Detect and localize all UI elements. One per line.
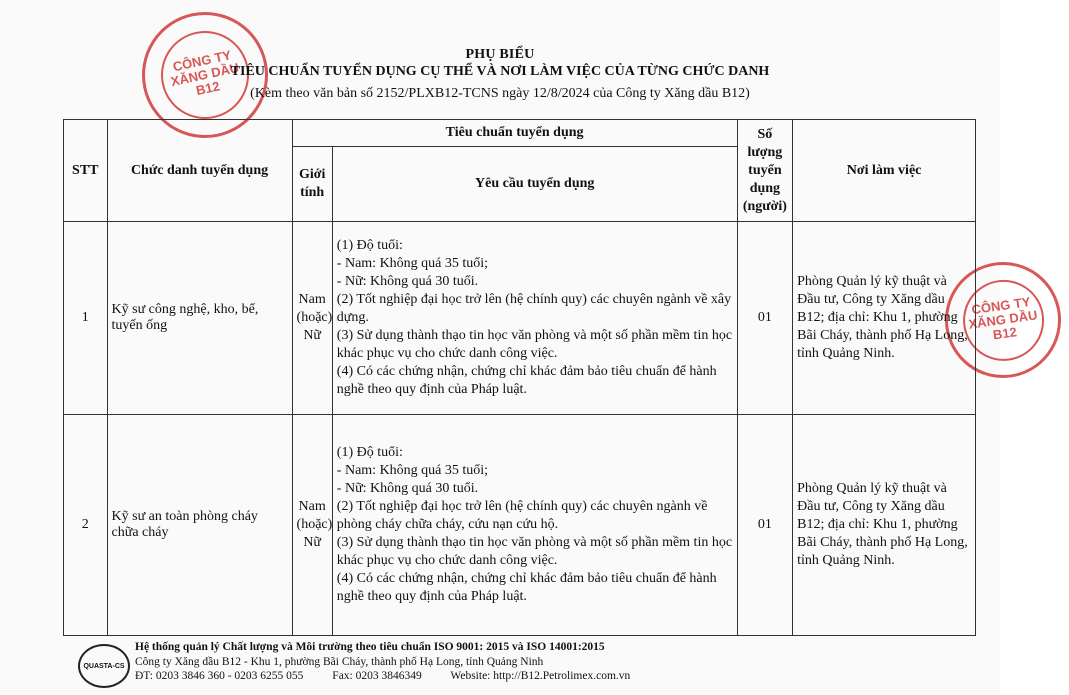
col-header-gender: Giới tính: [292, 147, 332, 222]
requirement-line: (4) Có các chứng nhận, chứng chỉ khác đảm bảo tiêu chuẩn để hành nghề theo quy định của Pháp luật.: [336, 364, 717, 397]
requirement-line: (3) Sử dụng thành thạo tin học văn phòng và một số phần mềm tin học khác phục vụ cho chức danh công việc.: [336, 328, 733, 361]
cell-gender: Nam (hoặc) Nữ: [292, 222, 332, 415]
footer-phone: ĐT: 0203 3846 360 - 0203 6255 055: [135, 670, 304, 682]
stamp-center: CÔNG TY XĂNG DẦU B12: [153, 23, 257, 127]
col-header-quantity: Số lượng tuyển dụng (người): [737, 120, 793, 222]
requirement-line: - Nam: Không quá 35 tuổi;: [336, 463, 489, 478]
cell-title: Kỹ sư công nghệ, kho, bể, tuyến ống: [107, 222, 292, 415]
footer-fax: Fax: 0203 3846349: [332, 670, 422, 682]
table-header-row: [64, 120, 976, 147]
requirement-line: - Nữ: Không quá 30 tuổi.: [336, 481, 479, 496]
cell-requirements: [332, 222, 737, 415]
page-title: PHỤ BIỂU: [465, 47, 535, 62]
footer-website[interactable]: Website: http://B12.Petrolimex.com.vn: [450, 670, 631, 682]
col-header-stt: STT: [64, 120, 108, 222]
cell-title: Kỹ sư an toàn phòng cháy chữa cháy: [107, 415, 292, 636]
cell-stt: 1: [64, 222, 108, 415]
cell-workplace: Phòng Quản lý kỹ thuật và Đầu tư, Công ty Xăng dầu B12; địa chỉ: Khu 1, phường Bãi Cháy, thành phố Hạ Long, tỉnh Quảng Ninh.: [793, 222, 976, 415]
requirement-line: - Nam: Không quá 35 tuổi;: [336, 256, 489, 271]
footer-iso-line: Hệ thống quản lý Chất lượng và Môi trường theo tiêu chuẩn ISO 9001: 2015 và ISO 14001:2015: [135, 641, 605, 653]
col-header-title: Chức danh tuyển dụng: [107, 120, 292, 222]
quality-logo: [78, 644, 130, 688]
table-row: [64, 415, 976, 636]
footer-contacts: [135, 669, 656, 684]
requirement-line: (3) Sử dụng thành thạo tin học văn phòng và một số phần mềm tin học khác phục vụ cho chức danh công việc.: [336, 535, 733, 568]
cell-gender: Nam (hoặc) Nữ: [292, 415, 332, 636]
stamp-center-partial: CÔNG TY XĂNG DẦU B12: [957, 274, 1048, 365]
col-header-requirements: Yêu cầu tuyển dụng: [332, 147, 737, 222]
requirement-line: (2) Tốt nghiệp đại học trở lên (hệ chính quy) các chuyên ngành về xây dựng.: [336, 292, 732, 325]
requirement-line: (1) Độ tuổi:: [336, 445, 403, 460]
page-reference: (Kèm theo văn bản số 2152/PLXB12-TCNS ngày 12/8/2024 của Công ty Xăng dầu B12): [250, 86, 750, 101]
quality-logo-text: QUASTA-CS: [83, 662, 125, 670]
cell-workplace: Phòng Quản lý kỹ thuật và Đầu tư, Công ty Xăng dầu B12; địa chỉ: Khu 1, phường Bãi Cháy, thành phố Hạ Long, tỉnh Quảng Ninh.: [793, 415, 976, 636]
cell-quantity: 01: [737, 222, 793, 415]
recruitment-table: [63, 119, 976, 636]
requirement-line: (4) Có các chứng nhận, chứng chỉ khác đảm bảo tiêu chuẩn để hành nghề theo quy định của Pháp luật.: [336, 571, 717, 604]
col-header-workplace: Nơi làm việc: [793, 120, 976, 222]
cell-quantity: 01: [737, 415, 793, 636]
requirement-line: (2) Tốt nghiệp đại học trở lên (hệ chính quy) các chuyên ngành về phòng cháy chữa cháy, cứu nạn cứu hộ.: [336, 499, 708, 532]
col-header-criteria: Tiêu chuẩn tuyển dụng: [292, 120, 737, 147]
footer-address: Công ty Xăng dầu B12 - Khu 1, phường Bãi Cháy, thành phố Hạ Long, tỉnh Quảng Ninh: [135, 655, 544, 668]
cell-requirements: [332, 415, 737, 636]
requirement-line: (1) Độ tuổi:: [336, 238, 403, 253]
footer: [135, 640, 656, 684]
cell-stt: 2: [64, 415, 108, 636]
requirement-line: - Nữ: Không quá 30 tuổi.: [336, 274, 479, 289]
page-subtitle: TIÊU CHUẨN TUYỂN DỤNG CỤ THỂ VÀ NƠI LÀM VIỆC CỦA TỪNG CHỨC DANH: [230, 64, 770, 79]
table-row: [64, 222, 976, 415]
